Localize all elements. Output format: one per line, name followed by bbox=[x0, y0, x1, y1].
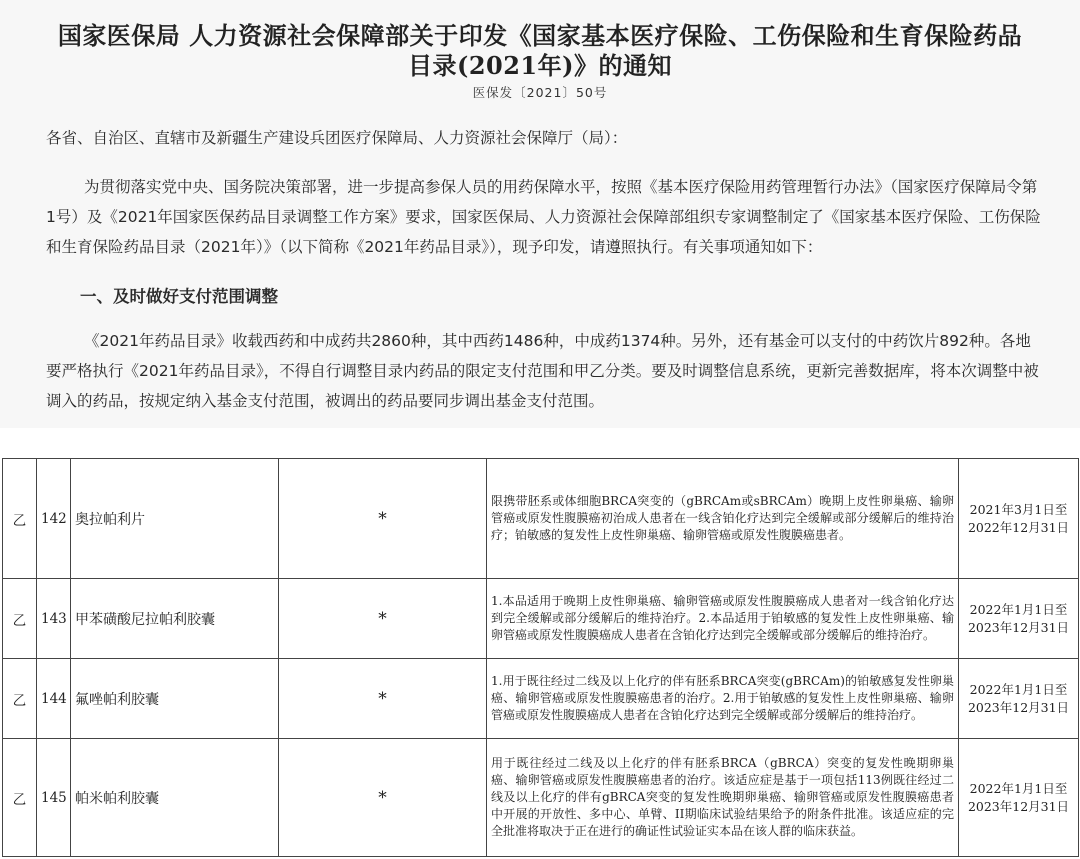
intro-paragraph: 为贯彻落实党中央、国务院决策部署，进一步提高参保人员的用药保障水平，按照《基本医疗保险用药管理暂行办法》（国家医疗保障局令第1号）及《2021年国家医保药品目录调整工作方案》要求，国家医保局、人力资源社会保障部组织专家调整制定了《国家基本医疗保险、工伤保险和生育保险药品目录（2021年）》（以下简称《2021年药品目录》），现予印发，请遵照执行。有关事项通知如下： bbox=[46, 178, 1041, 256]
row-number: 144 bbox=[37, 659, 71, 739]
document-number: 医保发〔2021〕50号 bbox=[472, 85, 608, 100]
row-category: 乙 bbox=[3, 739, 37, 857]
notice-title-line1: 国家医保局 人力资源社会保障部关于印发《国家基本医疗保险、工伤保险和生育保险药品 bbox=[57, 21, 1023, 50]
row-mark: * bbox=[279, 459, 487, 579]
table-row bbox=[3, 659, 1079, 739]
table-row bbox=[3, 579, 1079, 659]
row-payment-scope: 1.本品适用于晚期上皮性卵巢癌、输卵管癌或原发性腹膜癌成人患者对一线含铂化疗达到完全缓解或部分缓解后的维持治疗。2.本品适用于铂敏感的复发性上皮性卵巢癌、输卵管癌或原发性腹膜癌成人患者在含铂化疗达到完全缓解或部分缓解后的维持治疗。 bbox=[487, 579, 959, 659]
drug-list-table bbox=[2, 458, 1079, 857]
row-drug-name: 甲苯磺酸尼拉帕利胶囊 bbox=[71, 579, 279, 659]
row-drug-name: 帕米帕利胶囊 bbox=[71, 739, 279, 857]
notice-title-line2: 目录(2021年)》的通知 bbox=[407, 51, 672, 80]
row-category: 乙 bbox=[3, 579, 37, 659]
addressee-paragraph: 各省、自治区、直辖市及新疆生产建设兵团医疗保障局、人力资源社会保障厅（局）： bbox=[46, 129, 628, 147]
row-mark: * bbox=[279, 659, 487, 739]
notice-section bbox=[0, 0, 1080, 428]
row-agreement-period: 2022年1月1日至2023年12月31日 bbox=[959, 659, 1079, 739]
section1-heading: 一、及时做好支付范围调整 bbox=[80, 287, 278, 306]
row-drug-name: 氟唑帕利胶囊 bbox=[71, 659, 279, 739]
row-payment-scope: 用于既往经过二线及以上化疗的伴有胚系BRCA（gBRCA）突变的复发性晚期卵巢癌、输卵管癌或原发性腹膜癌患者的治疗。该适应症是基于一项包括113例既往经过二线及以上化疗的伴有gBRCA突变的复发性晚期卵巢癌、输卵管癌或原发性腹膜癌患者中开展的开放性、多中心、单臂、II期临床试验结果给予的附条件批准。该适应症的完全批准将取决于正在进行的确证性试验证实本品在该人群的临床获益。 bbox=[487, 739, 959, 857]
row-payment-scope: 1.用于既往经过二线及以上化疗的伴有胚系BRCA突变(gBRCAm)的铂敏感复发性卵巢癌、输卵管癌或原发性腹膜癌患者的治疗。2.用于铂敏感的复发性上皮性卵巢癌、输卵管癌或原发性腹膜癌成人患者在含铂化疗达到完全缓解或部分缓解后的维持治疗。 bbox=[487, 659, 959, 739]
row-category: 乙 bbox=[3, 659, 37, 739]
row-agreement-period: 2022年1月1日至2023年12月31日 bbox=[959, 579, 1079, 659]
row-category: 乙 bbox=[3, 459, 37, 579]
row-mark: * bbox=[279, 579, 487, 659]
row-agreement-period: 2021年3月1日至2022年12月31日 bbox=[959, 459, 1079, 579]
row-agreement-period: 2022年1月1日至2023年12月31日 bbox=[959, 739, 1079, 857]
section1-paragraph: 《2021年药品目录》收载西药和中成药共2860种，其中西药1486种，中成药1374种。另外，还有基金可以支付的中药饮片892种。各地要严格执行《2021年药品目录》，不得自行调整目录内药品的限定支付范围和甲乙分类。要及时调整信息系统，更新完善数据库，将本次调整中被调入的药品，按规定纳入基金支付范围，被调出的药品要同步调出基金支付范围。 bbox=[46, 332, 1039, 410]
table-row bbox=[3, 459, 1079, 579]
row-number: 142 bbox=[37, 459, 71, 579]
row-number: 145 bbox=[37, 739, 71, 857]
row-drug-name: 奥拉帕利片 bbox=[71, 459, 279, 579]
row-payment-scope: 限携带胚系或体细胞BRCA突变的（gBRCAm或sBRCAm）晚期上皮性卵巢癌、输卵管癌或原发性腹膜癌初治成人患者在一线含铂化疗达到完全缓解或部分缓解后的维持治疗；铂敏感的复发性上皮性卵巢癌、输卵管癌或原发性腹膜癌患者。 bbox=[487, 459, 959, 579]
row-number: 143 bbox=[37, 579, 71, 659]
row-mark: * bbox=[279, 739, 487, 857]
table-row bbox=[3, 739, 1079, 857]
